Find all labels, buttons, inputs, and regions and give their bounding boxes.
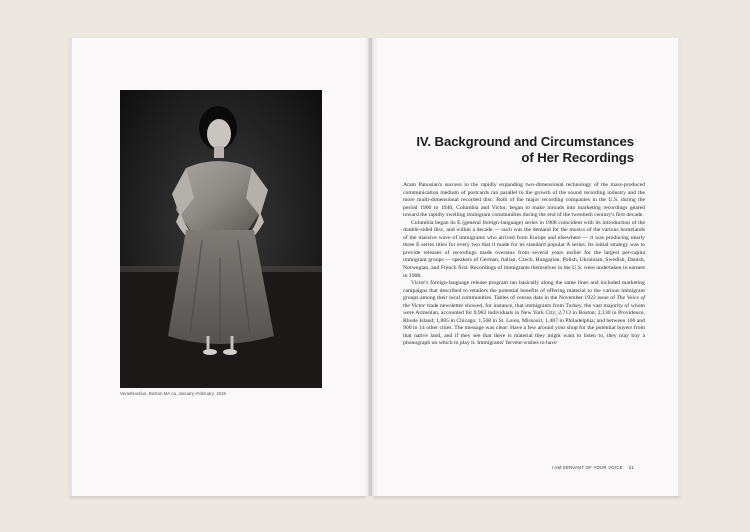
left-page (72, 38, 368, 496)
paragraph-2: Columbia began its E (general foreign-language) series in 1908 coincident with its introduction of the double-sided disc, and within a decade — such was the demand for the musics of the various homelands of the massive wave of immigrants who arrived from Europe and elsewhere — it was producing nearly three E series titles for every two that it made for its standard popular A series. Its initial strategy was to provide releases of recordings made overseas from several years earlier for the largest per-capita immigrant groups — speakers of German, Italian, Czech, Hungarian, Polish, Ukrainian, Swedish, Danish, Norwegian, and French first. Recordings of immigrants themselves in the U.S. were undertaken in earnest in 1908. (403, 219, 645, 279)
paragraph-1: Aram Panosian's success in the rapidly expanding two-dimensional technology of the mass-produced communication medium of postcards ran parallel to the growth of the sound recording industry and the more multi-dimensional recorded disc. Both of the major recording companies in the U.S. during the period 1900 to 1940, Columbia and Victor, began to make inroads into marketing recordings geared toward the rapidly swelling immigrant communities during the end of the twentieth century's first decade. (403, 182, 645, 219)
chapter-title (394, 134, 634, 166)
right-page (372, 38, 678, 496)
page-number: 21 (628, 465, 634, 470)
chapter-title-line-2: of Her Recordings (521, 150, 634, 165)
running-footer-label: I AM SERVANT OF YOUR VOICE (551, 465, 623, 470)
photo-caption: Verastinoslun, Boston MA ca. January–February, 1919 (120, 391, 226, 396)
portrait-photo (120, 90, 322, 388)
paragraph-3 (403, 280, 645, 348)
body-text (403, 182, 645, 348)
book-spread (72, 38, 678, 496)
chapter-title-line-1: IV. Background and Circumstances (416, 134, 634, 149)
publication-title: The Voice of the Victor (403, 295, 645, 309)
paragraph-3-text-b: trade newsletter showed, for instance, that immigrants from Turkey, the vast majority of whom were Armenian, accounted for 9,982 individuals in New York City; 2,713 in Boston; 2,130 in Providence, Rhode Island; 1,885 in Chicago; 1,568 in St. Louis, Missouri; 1,487 in Philadelphia; and between 100 and 900 in 14 other cities. The message was clear: Have a few around your shop for the potential buyers from that native land, and if they see that there is material they might want to listen to, they may buy a phonograph on which to play it. Immigrants' fervent wishes to have (403, 302, 645, 347)
page-edge (69, 40, 72, 496)
running-footer (552, 465, 634, 470)
book-gutter (364, 38, 378, 496)
portrait-image (120, 90, 322, 388)
page-edge (678, 40, 681, 496)
paragraph-3-text-a: Victor's foreign-language release program ran basically along the same lines and included marketing campaigns that described to retailers the potential benefits of offering material to the various immigrant groups among their local communities. Tables of census data in the November 1922 issue of (403, 280, 645, 302)
